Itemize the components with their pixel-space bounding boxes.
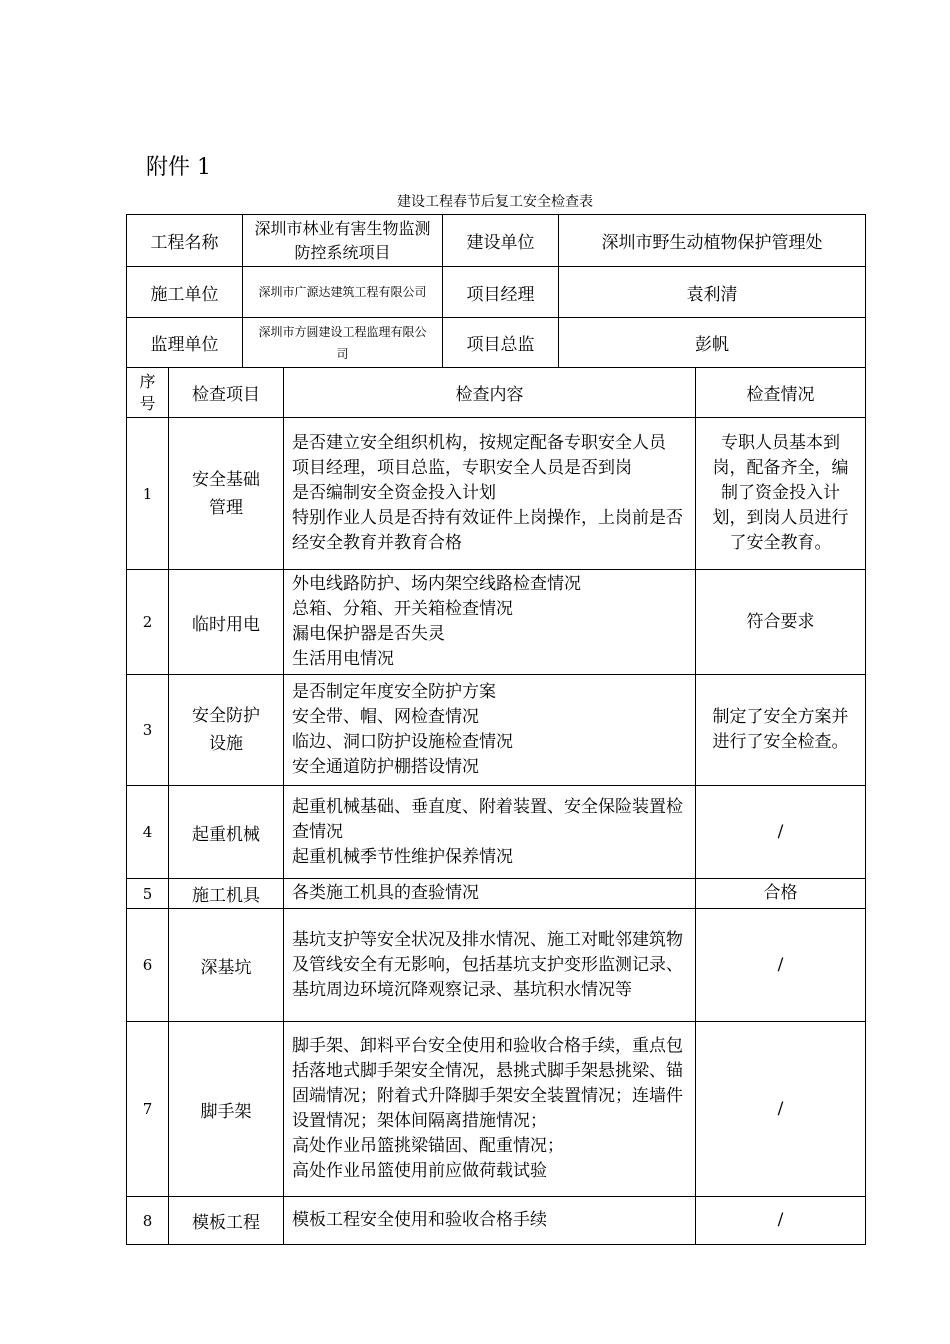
content-line: 特别作业人员是否持有效证件上岗操作，上岗前是否经安全教育并教育合格 [292, 508, 683, 553]
row-item: 起重机械 [169, 786, 284, 879]
header-seq: 序号 [127, 368, 169, 418]
row-content [284, 570, 696, 675]
table-row [127, 418, 866, 570]
pm-value: 袁利清 [559, 267, 866, 318]
pm-label: 项目经理 [443, 267, 559, 318]
builder-value: 深圳市野生动植物保护管理处 [559, 215, 866, 267]
content-line: 临边、洞口防护设施检查情况 [292, 732, 513, 752]
chief-label: 项目总监 [443, 318, 559, 368]
row-number: 5 [127, 879, 169, 909]
row-number: 7 [127, 1022, 169, 1197]
content-line: 高处作业吊篮使用前应做荷载试验 [292, 1161, 547, 1181]
row-number: 3 [127, 675, 169, 786]
content-line: 起重机械基础、垂直度、附着装置、安全保险装置检查情况 [292, 796, 683, 842]
attachment-label: 附件 1 [146, 155, 211, 180]
row-content [284, 879, 696, 909]
row-status: 专职人员基本到岗，配备齐全，编制了资金投入计划，到岗人员进行了安全教育。 [696, 418, 866, 570]
inspection-table [126, 367, 866, 1245]
content-line: 是否建立安全组织机构，按规定配备专职安全人员 [292, 433, 666, 453]
project-name-label: 工程名称 [127, 215, 243, 267]
row-status: 制定了安全方案并进行了安全检查。 [696, 675, 866, 786]
chief-value: 彭帆 [559, 318, 866, 368]
table-row [127, 675, 866, 786]
row-item: 深基坑 [169, 909, 284, 1022]
project-info-table [126, 214, 866, 368]
row-content [284, 786, 696, 879]
row-item: 安全基础管理 [169, 418, 284, 570]
row-item: 施工机具 [169, 879, 284, 909]
header-status: 检查情况 [696, 368, 866, 418]
row-content [284, 418, 696, 570]
content-line: 安全带、帽、网检查情况 [292, 707, 479, 727]
content-line: 项目经理，项目总监，专职安全人员是否到岗 [292, 458, 632, 478]
row-number: 2 [127, 570, 169, 675]
row-status: 符合要求 [696, 570, 866, 675]
table-row [127, 1022, 866, 1197]
content-line: 漏电保护器是否失灵 [292, 624, 445, 644]
row-number: 1 [127, 418, 169, 570]
table-row [127, 909, 866, 1022]
contractor-value: 深圳市广源达建筑工程有限公司 [243, 267, 443, 318]
header-content: 检查内容 [284, 368, 696, 418]
content-line: 是否制定年度安全防护方案 [292, 682, 496, 702]
row-item: 脚手架 [169, 1022, 284, 1197]
content-line: 基坑支护等安全状况及排水情况、施工对毗邻建筑物及管线安全有无影响，包括基坑支护变形监测记录、基坑周边环境沉降观察记录、基坑积水情况等 [292, 929, 683, 1000]
content-line: 高处作业吊篮挑梁锚固、配重情况； [292, 1136, 564, 1156]
row-content [284, 909, 696, 1022]
header-item: 检查项目 [169, 368, 284, 418]
row-content [284, 1022, 696, 1197]
content-line: 是否编制安全资金投入计划 [292, 483, 496, 503]
supervisor-label: 监理单位 [127, 318, 243, 368]
row-number: 4 [127, 786, 169, 879]
content-line: 起重机械季节性维护保养情况 [292, 846, 513, 867]
content-line: 外电线路防护、场内架空线路检查情况 [292, 574, 581, 594]
document-title: 建设工程春节后复工安全检查表 [397, 194, 593, 210]
table-row [127, 879, 866, 909]
row-item: 安全防护设施 [169, 675, 284, 786]
table-row [127, 1197, 866, 1245]
content-line: 各类施工机具的查验情况 [292, 883, 479, 903]
row-content [284, 675, 696, 786]
row-item: 临时用电 [169, 570, 284, 675]
content-line: 生活用电情况 [292, 649, 394, 669]
row-content [284, 1197, 696, 1245]
content-line: 总箱、分箱、开关箱检查情况 [292, 599, 513, 619]
row-status: 合格 [696, 879, 866, 909]
builder-label: 建设单位 [443, 215, 559, 267]
content-line: 模板工程安全使用和验收合格手续 [292, 1210, 547, 1230]
contractor-label: 施工单位 [127, 267, 243, 318]
row-item: 模板工程 [169, 1197, 284, 1245]
project-name-value: 深圳市林业有害生物监测防控系统项目 [243, 215, 443, 267]
header-row [127, 368, 866, 418]
row-status: / [696, 1197, 866, 1245]
row-number: 6 [127, 909, 169, 1022]
table-row [127, 786, 866, 879]
row-status: / [696, 909, 866, 1022]
row-status: / [696, 1022, 866, 1197]
content-line: 安全通道防护棚搭设情况 [292, 757, 479, 777]
content-line: 脚手架、卸料平台安全使用和验收合格手续，重点包括落地式脚手架安全情况，悬挑式脚手架悬挑梁、锚固端情况；附着式升降脚手架安全装置情况；连墙件设置情况；架体间隔离措施情况； [292, 1036, 683, 1131]
row-status: / [696, 786, 866, 879]
row-number: 8 [127, 1197, 169, 1245]
supervisor-value: 深圳市方圆建设工程监理有限公司 [243, 318, 443, 368]
table-row [127, 570, 866, 675]
